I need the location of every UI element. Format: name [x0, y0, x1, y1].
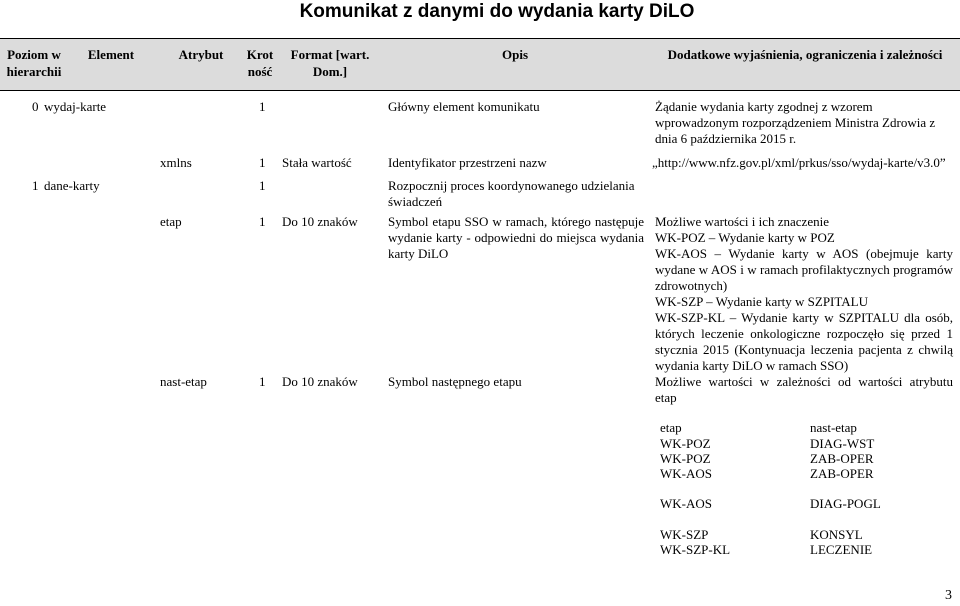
row-dane-level: 1 — [32, 178, 39, 193]
mapping-etap-2: WK-POZ — [660, 451, 711, 466]
etap-note-intro: Możliwe wartości i ich znaczenie — [655, 214, 829, 229]
mapping-nast-4: DIAG-POGL — [810, 496, 881, 511]
row-nast-notes: Możliwe wartości w zależności od wartości atrybutu etap — [655, 374, 953, 405]
page-number: 3 — [945, 588, 952, 603]
mapping-head-nast: nast-etap — [810, 420, 857, 435]
mapping-nast-5: KONSYL — [810, 527, 863, 542]
row-etap-notes — [655, 214, 953, 374]
etap-note-poz: WK-POZ – Wydanie karty w POZ — [655, 230, 835, 245]
page-title: Komunikat z danymi do wydania karty DiLO — [299, 1, 695, 22]
row-etap-attr: etap — [160, 214, 182, 229]
mapping-nast-6: LECZENIE — [810, 542, 873, 557]
row-wydaj-level: 0 — [32, 99, 39, 114]
row-dane-desc: Rozpocznij proces koordynowanego udzielania świadczeń — [388, 178, 635, 209]
etap-note-aos: WK-AOS – Wydanie karty w AOS (obejmuje karty wydane w AOS i w ramach profilaktycznych programów zdrowotnych) — [655, 246, 953, 293]
etap-note-szp-kl: WK-SZP-KL – Wydanie karty w SZPITALU dla osób, których leczenie onkologiczne rozpoczęło się przed 1 stycznia 2015 (Kontynuacja leczenia pacjenta z chwilą wydania karty DiLO w ramach SSO) — [655, 310, 953, 373]
row-dane-mult: 1 — [259, 178, 266, 193]
row-xmlns-attr: xmlns — [160, 155, 192, 170]
row-xmlns-notes: „http://www.nfz.gov.pl/xml/prkus/sso/wydaj-karte/v3.0” — [652, 155, 946, 170]
mapping-nast-3: ZAB-OPER — [810, 466, 874, 481]
mapping-nast-1: DIAG-WST — [810, 436, 875, 451]
row-xmlns-format: Stała wartość — [282, 155, 352, 170]
row-wydaj-mult: 1 — [259, 99, 266, 114]
table-header — [0, 38, 960, 91]
header-multiplicity: Krot ność — [246, 47, 274, 79]
row-etap-format: Do 10 znaków — [282, 214, 358, 229]
header-notes: Dodatkowe wyjaśnienia, ograniczenia i zależności — [667, 47, 943, 62]
mapping-head-etap: etap — [660, 420, 682, 435]
header-attribute: Atrybut — [178, 47, 224, 62]
row-xmlns-desc: Identyfikator przestrzeni nazw — [388, 155, 547, 170]
header-element: Element — [87, 47, 135, 62]
row-nast-mult: 1 — [259, 374, 266, 389]
row-wydaj-desc: Główny element komunikatu — [388, 99, 540, 114]
mapping-etap-1: WK-POZ — [660, 436, 711, 451]
header-level: Poziom w hierarchii — [6, 47, 62, 79]
header-description: Opis — [501, 47, 528, 62]
mapping-etap-5: WK-SZP — [660, 527, 709, 542]
row-wydaj-element: wydaj-karte — [44, 99, 107, 114]
row-nast-attr: nast-etap — [160, 374, 207, 389]
mapping-etap-4: WK-AOS — [660, 496, 712, 511]
etap-note-szp: WK-SZP – Wydanie karty w SZPITALU — [655, 294, 869, 309]
row-nast-format: Do 10 znaków — [282, 374, 358, 389]
row-etap-mult: 1 — [259, 214, 266, 229]
row-xmlns-mult: 1 — [259, 155, 266, 170]
row-nast-desc: Symbol następnego etapu — [388, 374, 522, 389]
row-wydaj-notes: Żądanie wydania karty zgodnej z wzorem wprowadzonym rozporządzeniem Ministra Zdrowia z dnia 6 października 2015 r. — [655, 99, 936, 146]
row-dane-element: dane-karty — [44, 178, 100, 193]
mapping-nast-2: ZAB-OPER — [810, 451, 874, 466]
mapping-etap-3: WK-AOS — [660, 466, 712, 481]
row-etap-desc: Symbol etapu SSO w ramach, którego następuje wydanie karty - odpowiedni do miejsca wydania karty DiLO — [388, 214, 644, 261]
header-format: Format [wart. Dom.] — [290, 47, 370, 79]
mapping-etap-6: WK-SZP-KL — [660, 542, 731, 557]
